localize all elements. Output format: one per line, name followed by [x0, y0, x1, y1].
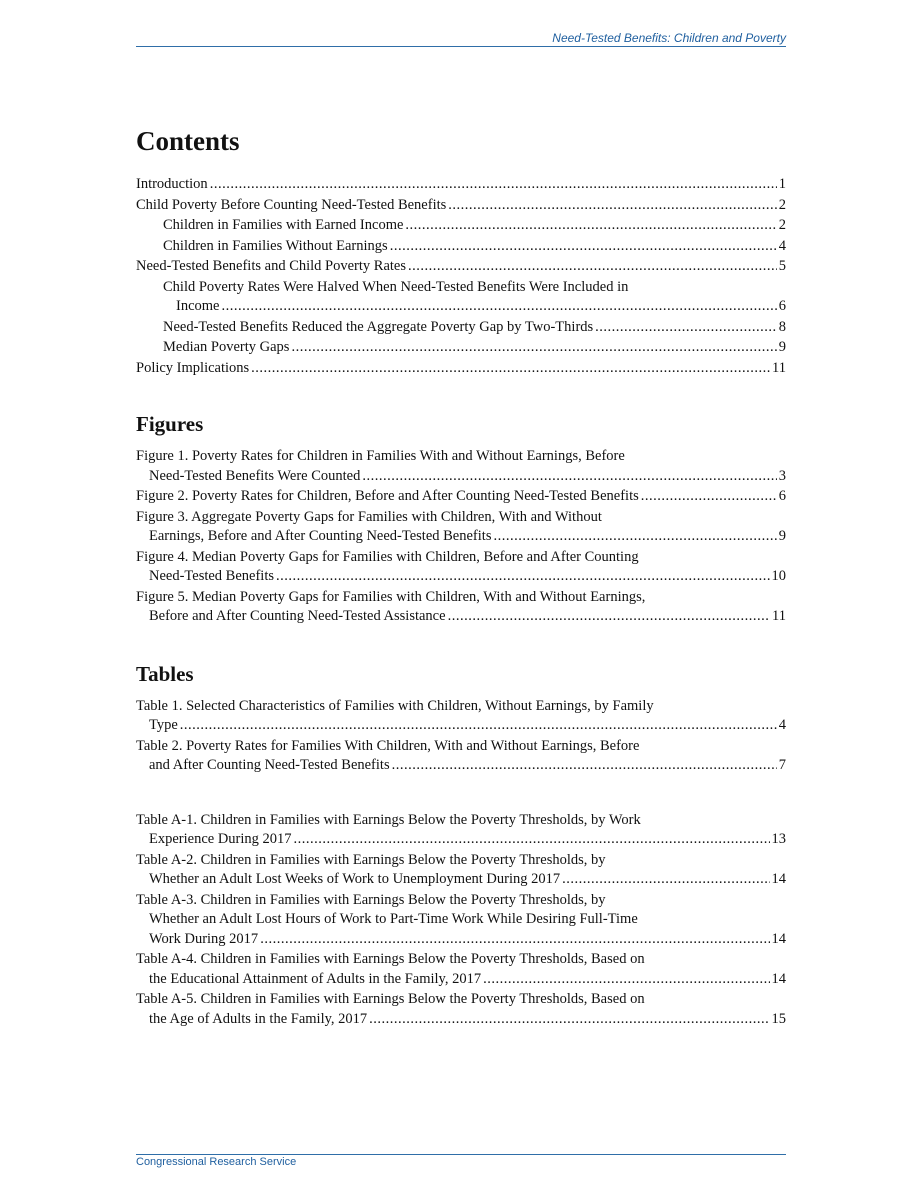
toc-entry-page: 9: [778, 339, 786, 355]
table-entry-page: 14: [771, 930, 786, 947]
figures-section: [136, 410, 786, 627]
figure-entry-page: 11: [772, 608, 786, 624]
toc-entry-page: 2: [778, 217, 786, 233]
figure-entry-page: 10: [771, 568, 786, 584]
figure-entry-1[interactable]: [136, 447, 786, 486]
figure-entry-title: Need-Tested Benefits Were Counted: [149, 467, 361, 484]
toc-entry-title-line1: Child Poverty Rates Were Halved When Need-Tested Benefits Were Included in: [163, 278, 629, 295]
toc-entry-title: Child Poverty Before Counting Need-Tested Benefits: [136, 196, 447, 213]
table-entry-title-line1: Table A-2. Children in Families with Earnings Below the Poverty Thresholds, by: [136, 851, 606, 868]
dot-leader: [369, 1010, 769, 1030]
figure-entry-title-line1: Figure 3. Aggregate Poverty Gaps for Families with Children, With and Without: [136, 508, 602, 525]
dot-leader: [221, 297, 776, 317]
figure-entry-3[interactable]: [136, 508, 786, 547]
figures-heading: Figures: [136, 412, 204, 436]
table-entry-title-line2: Whether an Adult Lost Hours of Work to Part-Time Work While Desiring Full-Time: [149, 911, 638, 927]
table-entry-page: 15: [771, 1010, 786, 1027]
toc-entry-page: 1: [778, 176, 786, 192]
footer-source: Congressional Research Service: [136, 1156, 297, 1168]
toc-entry-title: Need-Tested Benefits and Child Poverty Rates: [136, 258, 406, 274]
figure-entry-title-line1: Figure 5. Median Poverty Gaps for Families with Children, With and Without Earnings,: [136, 588, 646, 605]
table-entry-page: 13: [771, 831, 786, 847]
table-entry-page: 14: [771, 970, 786, 987]
tables-heading: Tables: [136, 661, 194, 686]
toc-entry-page: 4: [778, 237, 786, 254]
table-entry-a3[interactable]: [136, 891, 786, 950]
dot-leader: [448, 607, 770, 627]
dot-leader: [595, 318, 777, 338]
figure-entry-title: Earnings, Before and After Counting Need-Tested Benefits: [149, 528, 492, 544]
header-rule: [136, 46, 786, 47]
toc-entry-page: 6: [778, 298, 786, 314]
toc-entry-introduction[interactable]: [136, 175, 786, 195]
dot-leader: [448, 196, 776, 216]
tables-section: [136, 660, 786, 776]
contents-section: [136, 124, 786, 378]
dot-leader: [260, 930, 769, 950]
appendix-tables-section: [136, 811, 786, 1030]
toc-entry-title: Policy Implications: [136, 359, 250, 376]
dot-leader: [291, 338, 776, 358]
table-entry-a1[interactable]: [136, 811, 786, 850]
dot-leader: [408, 257, 777, 277]
figure-entry-title-line1: Figure 4. Median Poverty Gaps for Families with Children, Before and After Counting: [136, 548, 639, 565]
dot-leader: [210, 175, 777, 195]
table-entry-title: Work During 2017: [149, 930, 259, 947]
dot-leader: [180, 716, 777, 736]
dot-leader: [362, 467, 776, 487]
figure-entry-page: 9: [778, 528, 786, 544]
table-entry-title-line1: Table A-1. Children in Families with Earnings Below the Poverty Thresholds, by Work: [136, 811, 641, 828]
dot-leader: [405, 216, 776, 236]
toc-entry-benefits-poverty-rates[interactable]: [136, 257, 786, 277]
figure-entry-title: Figure 2. Poverty Rates for Children, Before and After Counting Need-Tested Benefits: [136, 488, 639, 504]
figure-entry-page: 3: [778, 467, 786, 484]
table-entry-title: and After Counting Need-Tested Benefits: [149, 757, 390, 773]
toc-entry-without-earnings[interactable]: [136, 237, 786, 257]
figure-entry-4[interactable]: [136, 548, 786, 587]
figure-entry-title-line1: Figure 1. Poverty Rates for Children in Families With and Without Earnings, Before: [136, 448, 625, 464]
table-entry-title: Experience During 2017: [149, 831, 292, 847]
table-entry-1[interactable]: [136, 697, 786, 736]
table-entry-a5[interactable]: [136, 990, 786, 1029]
dot-leader: [483, 970, 769, 990]
toc-entry-page: 5: [778, 258, 786, 274]
table-entry-title: Type: [149, 717, 178, 733]
table-entry-title-line1: Table A-3. Children in Families with Earnings Below the Poverty Thresholds, by: [136, 891, 606, 908]
table-entry-title-line1: Table 2. Poverty Rates for Families With Children, With and Without Earnings, Before: [136, 737, 640, 754]
toc-entry-page: 11: [772, 359, 786, 376]
table-entry-a4[interactable]: [136, 950, 786, 989]
dot-leader: [251, 359, 770, 379]
dot-leader: [641, 487, 777, 507]
toc-entry-title: Introduction: [136, 176, 208, 192]
table-entry-title-line1: Table 1. Selected Characteristics of Families with Children, Without Earnings, by Family: [136, 697, 654, 714]
contents-heading: Contents: [136, 126, 240, 156]
toc-entry-aggregate-gap[interactable]: [136, 318, 786, 338]
toc-entry-page: 8: [778, 318, 786, 335]
table-entry-page: 14: [771, 871, 786, 887]
dot-leader: [294, 830, 770, 850]
table-entry-page: 7: [778, 757, 786, 773]
footer-rule: [136, 1154, 786, 1155]
table-entry-title-line1: Table A-4. Children in Families with Earnings Below the Poverty Thresholds, Based on: [136, 951, 645, 967]
running-header: Need-Tested Benefits: Children and Poverty: [552, 31, 786, 45]
toc-entry-page: 2: [778, 196, 786, 213]
table-entry-title: the Educational Attainment of Adults in the Family, 2017: [149, 970, 482, 987]
dot-leader: [276, 567, 769, 587]
toc-entry-median-gaps[interactable]: [136, 338, 786, 358]
figure-entry-2[interactable]: [136, 487, 786, 507]
toc-entry-earned-income[interactable]: [136, 216, 786, 236]
toc-entry-child-poverty[interactable]: [136, 196, 786, 216]
figure-entry-5[interactable]: [136, 588, 786, 627]
toc-entry-title: Children in Families with Earned Income: [163, 217, 404, 233]
dot-leader: [392, 756, 777, 776]
toc-entry-rates-halved[interactable]: [136, 278, 786, 317]
table-entry-title: the Age of Adults in the Family, 2017: [149, 1010, 368, 1027]
table-entry-2[interactable]: [136, 737, 786, 776]
toc-entry-title: Median Poverty Gaps: [163, 339, 290, 355]
figure-entry-page: 6: [778, 488, 786, 504]
table-entry-title: Whether an Adult Lost Weeks of Work to Unemployment During 2017: [149, 871, 561, 887]
toc-entry-title: Children in Families Without Earnings: [163, 237, 388, 254]
table-entry-page: 4: [778, 717, 786, 733]
dot-leader: [390, 237, 777, 257]
table-entry-title-line1: Table A-5. Children in Families with Earnings Below the Poverty Thresholds, Based on: [136, 991, 645, 1007]
toc-entry-title: Need-Tested Benefits Reduced the Aggregate Poverty Gap by Two-Thirds: [163, 318, 594, 335]
toc-entry-policy-implications[interactable]: [136, 359, 786, 379]
table-entry-a2[interactable]: [136, 851, 786, 890]
figure-entry-title: Before and After Counting Need-Tested Assistance: [149, 608, 446, 624]
toc-entry-title: Income: [176, 298, 220, 314]
dot-leader: [562, 870, 769, 890]
figure-entry-title: Need-Tested Benefits: [149, 568, 275, 584]
table-of-contents: [136, 124, 786, 1030]
dot-leader: [493, 527, 776, 547]
